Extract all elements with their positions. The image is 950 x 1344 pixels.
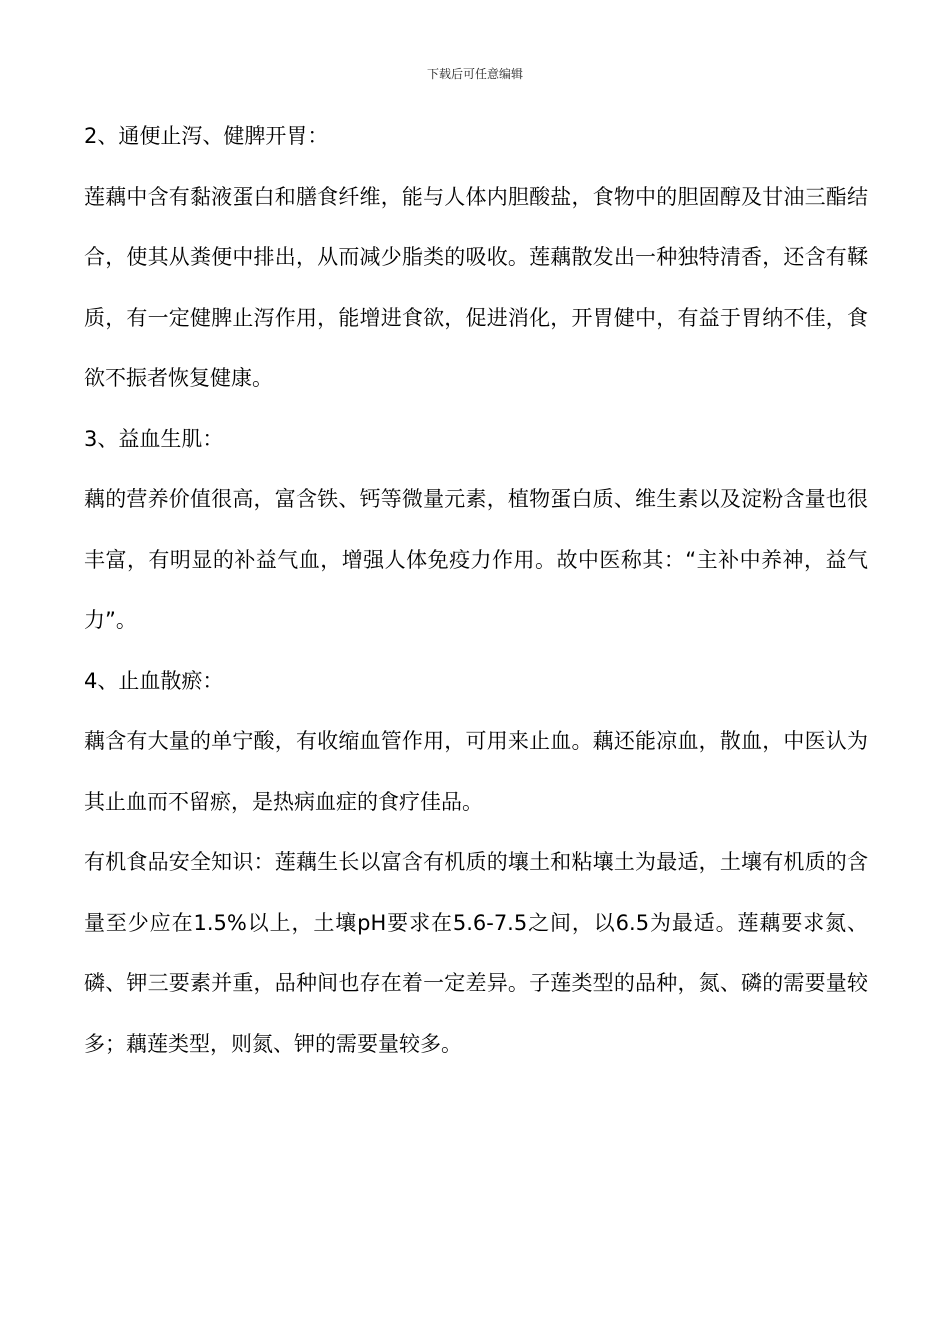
section-paragraph: 藕含有大量的单宁酸，有收缩血管作用，可用来止血。藕还能凉血，散血，中医认为其止血而不留瘀，是热病血症的食疗佳品。 (84, 729, 868, 814)
section-paragraph: 藕的营养价值很高，富含铁、钙等微量元素，植物蛋白质、维生素以及淀粉含量也很丰富，有明显的补益气血，增强人体免疫力作用。故中医称其：“主补中养神，益气力”。 (84, 487, 868, 632)
section-heading: 3、益血生肌： (84, 426, 224, 451)
closing-paragraph: 有机食品安全知识：莲藕生长以富含有机质的壤土和粘壤土为最适，土壤有机质的含量至少应在1.5%以上，土壤pH要求在5.6-7.5之间，以6.5为最适。莲藕要求氮、磷、钾三要素并重，品种间也存在着一定差异。子莲类型的品种，氮、磷的需要量较多；藕莲类型，则氮、钾的需要量较多。 (84, 850, 868, 1056)
section-heading: 2、通便止泻、健脾开胃： (84, 124, 329, 148)
document-body (84, 106, 868, 1074)
section-paragraph: 莲藕中含有黏液蛋白和膳食纤维，能与人体内胆酸盐，食物中的胆固醇及甘油三酯结合，使其从粪便中排出，从而减少脂类的吸收。莲藕散发出一种独特清香，还含有鞣质，有一定健脾止泻作用，能增进食欲，促进消化，开胃健中，有益于胃纳不佳，食欲不振者恢复健康。 (84, 184, 868, 390)
section-heading: 4、止血散瘀： (84, 668, 224, 693)
page-header: 下载后可任意编辑 (426, 67, 523, 81)
